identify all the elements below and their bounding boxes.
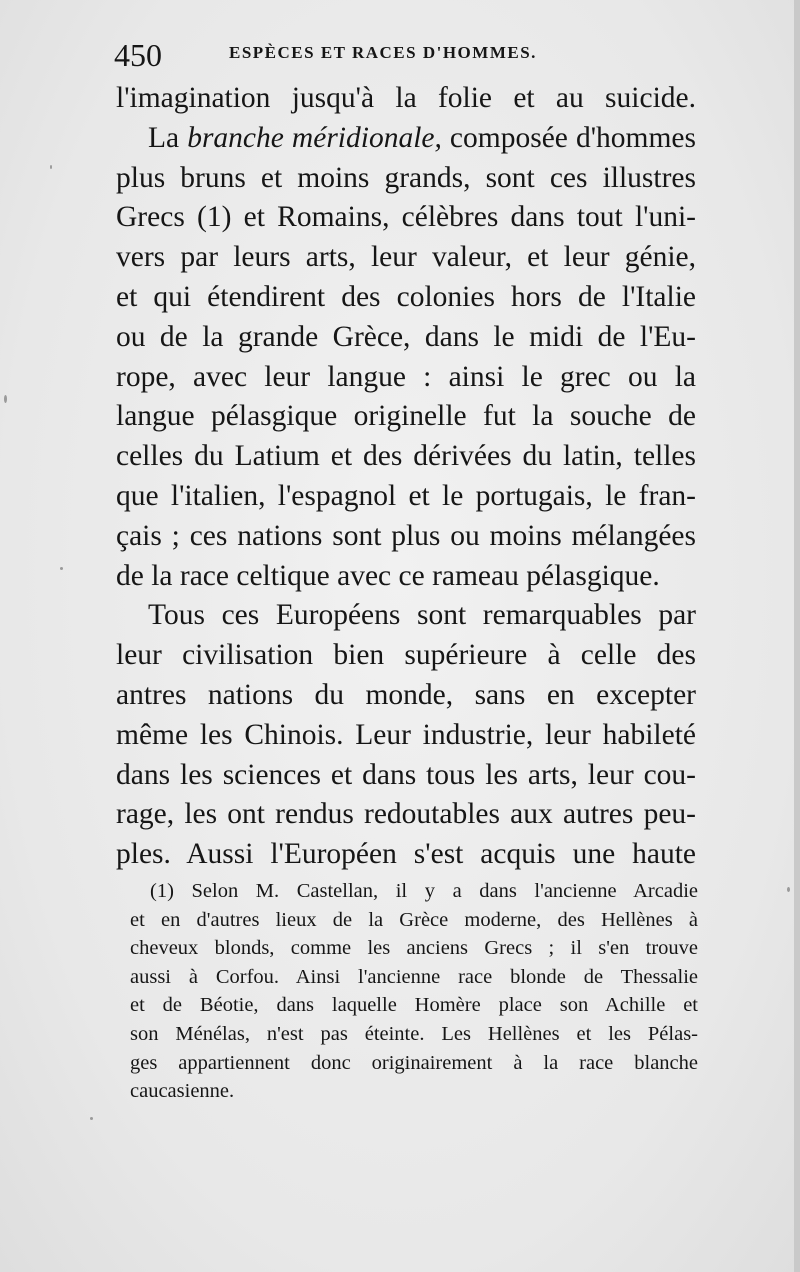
footnote-line: (1) Selon M. Castellan, il y a dans l'ancienne Arcadie xyxy=(150,880,698,902)
text-line: de la race celtique avec ce rameau pélasgique. xyxy=(116,559,660,592)
text-line: antres nations du monde, sans en excepter xyxy=(116,678,696,711)
footnote-line: et de Béotie, dans laquelle Homère place son Achille et xyxy=(130,994,698,1017)
text-line: l'imagination jusqu'à la folie et au suicide. xyxy=(116,82,696,114)
text-line: dans les sciences et dans tous les arts, leur cou- xyxy=(116,758,696,791)
text-segment: composée d'hommes xyxy=(441,121,696,154)
text-line: leur civilisation bien supérieure à celle des xyxy=(116,639,696,672)
text-line: que l'italien, l'espagnol et le portugais, le fran- xyxy=(116,479,696,512)
paper-speck xyxy=(4,395,7,403)
text-segment: La xyxy=(148,121,188,154)
text-line: rope, avec leur langue : ainsi le grec ou la xyxy=(116,360,696,393)
footnote-line: et en d'autres lieux de la Grèce moderne, des Hellènes à xyxy=(130,908,698,931)
footnote-line: son Ménélas, n'est pas éteinte. Les Hellènes et les Pélas- xyxy=(130,1022,698,1045)
paper-speck xyxy=(60,567,63,570)
text-line: çais ; ces nations sont plus ou moins mélangées xyxy=(116,519,696,552)
text-line: plus bruns et moins grands, sont ces illustres xyxy=(116,161,696,194)
text-line: Grecs (1) et Romains, célèbres dans tout l'uni- xyxy=(116,201,696,234)
text-line: rage, les ont rendus redoutables aux autres peu- xyxy=(116,798,696,831)
footnote-line: caucasienne. xyxy=(130,1080,235,1103)
footnote-line: cheveux blonds, comme les anciens Grecs ; il s'en trouve xyxy=(130,937,698,960)
text-line xyxy=(116,119,696,159)
text-line: vers par leurs arts, leur valeur, et leur génie, xyxy=(116,241,696,274)
page-number: 450 xyxy=(114,37,162,73)
running-head: ESPÈCES ET RACES D'HOMMES. xyxy=(229,43,537,62)
text-line: Tous ces Européens sont remarquables par xyxy=(148,599,696,632)
italic-phrase: branche méridionale, xyxy=(187,121,442,154)
text-line: même les Chinois. Leur industrie, leur habileté xyxy=(116,718,696,751)
footnote-line: aussi à Corfou. Ainsi l'ancienne race blonde de Thessalie xyxy=(130,965,698,988)
text-line: ples. Aussi l'Européen s'est acquis une haute xyxy=(116,838,696,871)
page-header xyxy=(114,35,714,75)
body-text xyxy=(116,79,696,875)
text-line: ou de la grande Grèce, dans le midi de l'Eu- xyxy=(116,320,696,353)
text-line: et qui étendirent des colonies hors de l'Italie xyxy=(116,280,696,313)
footnote-line: ges appartiennent donc originairement à la race blanche xyxy=(130,1051,698,1074)
footnote xyxy=(130,877,698,1106)
paper-speck xyxy=(90,1117,93,1120)
text-line: celles du Latium et des dérivées du latin, telles xyxy=(116,440,696,473)
text-line: langue pélasgique originelle fut la souche de xyxy=(116,400,696,433)
paper-speck xyxy=(787,887,790,892)
page-edge-shadow xyxy=(794,0,800,1272)
paper-speck xyxy=(50,165,52,169)
